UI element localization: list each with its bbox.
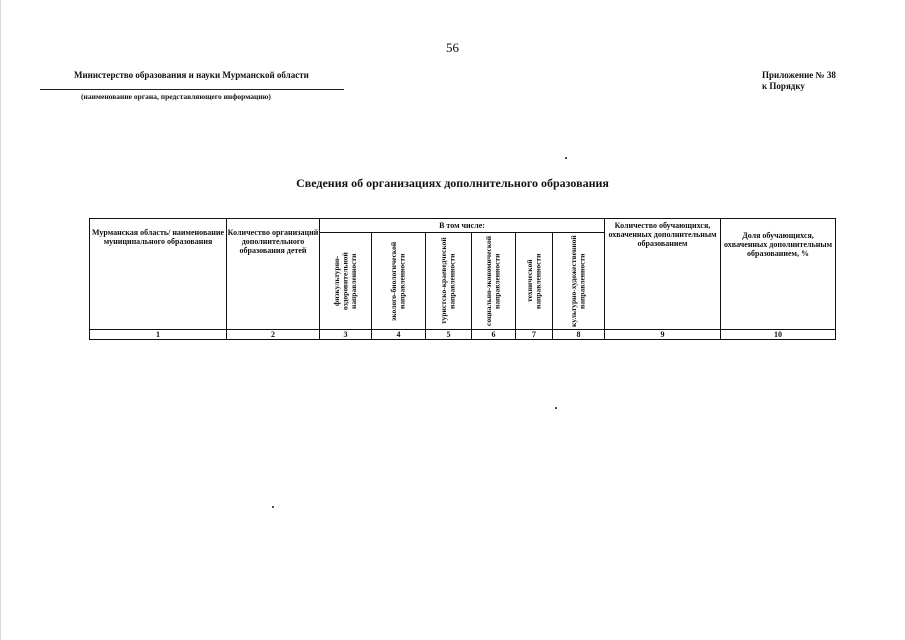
column-number: 4 [372, 330, 426, 340]
column-number: 6 [472, 330, 516, 340]
subheader-technical-label: технической направленности [524, 253, 542, 309]
subheader-ecological-label: эколого-биологической направленности [389, 241, 407, 321]
scan-speck [272, 506, 274, 508]
header-organizations-count: Количество организаций дополнительного образования детей [227, 219, 320, 330]
column-number: 8 [553, 330, 605, 340]
subheader-socioeconomic [472, 233, 516, 330]
subheader-cultural-label: культурно-художественной направленности [569, 235, 587, 327]
organization-underline [40, 89, 344, 90]
column-number: 10 [721, 330, 836, 340]
appendix-line-2: к Порядку [762, 81, 805, 91]
document-title: Сведения об организациях дополнительного образования [296, 176, 609, 190]
subheader-ecological [372, 233, 426, 330]
column-number: 7 [516, 330, 553, 340]
appendix-reference [762, 70, 836, 92]
subheader-cultural [553, 233, 605, 330]
organization-name: Министерство образования и науки Мурманской области [74, 70, 309, 80]
header-municipality: Мурманская область/ наименование муниципального образования [90, 219, 227, 330]
column-number: 5 [426, 330, 472, 340]
organizations-table [89, 218, 836, 340]
scan-speck [555, 407, 557, 409]
column-number: 9 [605, 330, 721, 340]
table-header-row [90, 219, 836, 233]
page-number: 56 [446, 40, 459, 55]
column-number: 3 [320, 330, 372, 340]
subheader-tourism-label: туристско-краеведческой направленности [439, 237, 457, 325]
page-edge-line [0, 0, 1, 640]
column-number: 1 [90, 330, 227, 340]
subheader-physical [320, 233, 372, 330]
header-students-count: Количество обучающихся, охваченных дополнительным образованием [605, 219, 721, 330]
column-number-row [90, 330, 836, 340]
organization-caption: (наименование органа, представляющего информацию) [81, 92, 271, 101]
header-group-including: В том числе: [320, 219, 605, 233]
header-students-share: Доля обучающихся, охваченных дополнительным образованием, % [721, 219, 836, 330]
subheader-tourism [426, 233, 472, 330]
subheader-physical-label: физкультурно-оздоровительной направленности [331, 252, 358, 310]
column-number: 2 [227, 330, 320, 340]
subheader-technical [516, 233, 553, 330]
scan-speck [565, 157, 567, 159]
appendix-line-1: Приложение № 38 [762, 70, 836, 80]
subheader-socioeconomic-label: социально-экономической направленности [484, 235, 502, 327]
